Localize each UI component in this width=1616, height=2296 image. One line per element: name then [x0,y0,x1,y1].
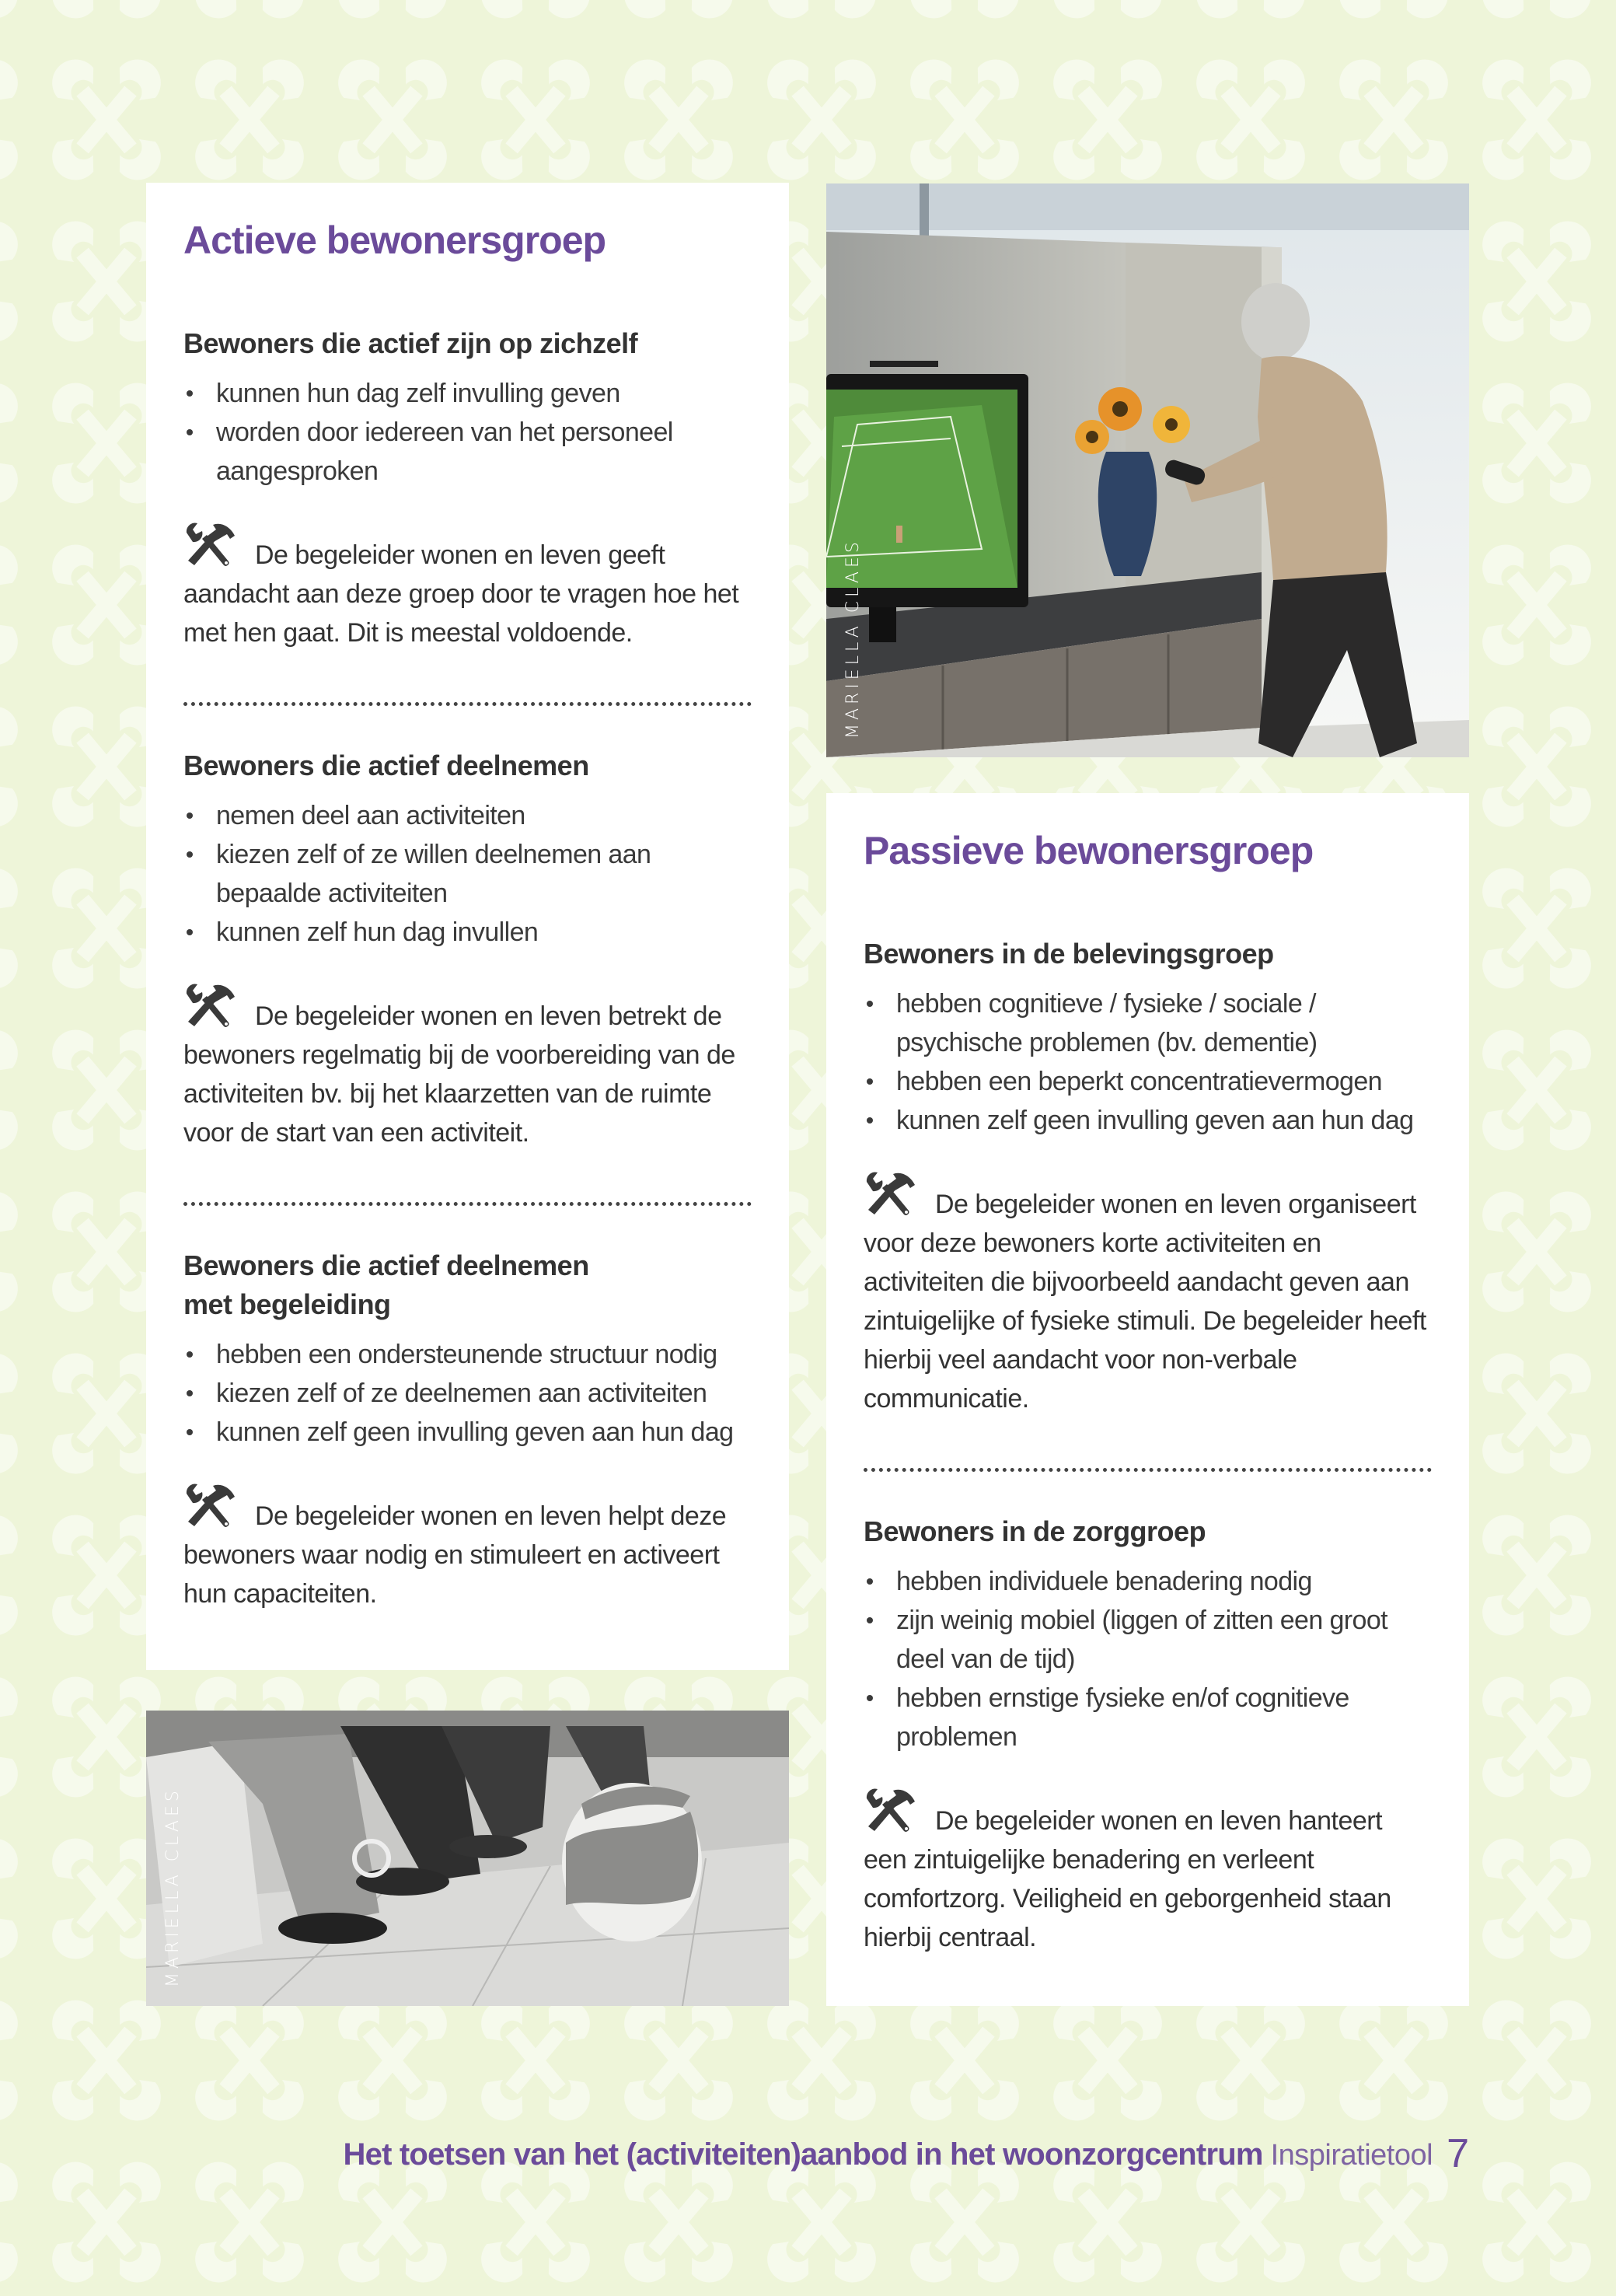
bullet-icon [187,813,193,819]
bullet-icon [867,1617,873,1623]
bullet-icon [187,929,193,935]
section-heading: Bewoners in de belevingsgroep [864,938,1274,970]
dotted-divider [183,702,752,706]
list-item: hebben individuele benadering nodig [864,1562,1432,1601]
bullet-icon [187,1390,193,1396]
bullet-icon [187,1429,193,1435]
section-active-participating [183,746,752,1152]
bullet-icon [867,1078,873,1085]
section-passive-experience [864,935,1432,1418]
list-item: kunnen zelf geen invulling geven aan hun dag [183,1413,752,1452]
hammer-wrench-icon [183,1483,238,1529]
dotted-divider [864,1468,1432,1472]
bullet-icon [867,1117,873,1124]
bullet-list [183,374,752,491]
section-active-self [183,324,752,652]
bullet-icon [867,1695,873,1701]
footer-subtitle: Inspiratietool [1270,2139,1433,2172]
footer-title: Het toetsen van het (activiteiten)aanbod in het woonzorgcentrum [343,2137,1263,2172]
passive-group-title: Passieve bewonersgroep [864,829,1314,872]
photo-credit: MARIELLA CLAES [843,538,863,739]
tip-paragraph: De begeleider wonen en leven organiseert voor deze bewoners korte activiteiten en activiteiten die bijvoorbeeld aandacht geven aan zintuigelijke of fysieke stimuli. De begeleider heeft hierbij veel aandacht voor non-verbale communicatie. [864,1171,1432,1418]
bullet-list [864,984,1432,1140]
tip-paragraph: De begeleider wonen en leven betrekt de bewoners regelmatig bij de voorbereiding van de activiteiten bv. bij het klaarzetten van de ruimte voor de start van een activiteit. [183,983,752,1152]
hammer-wrench-icon [864,1788,918,1834]
section-active-guided [183,1246,752,1613]
photo-credit: MARIELLA CLAES [163,1787,183,1987]
section-heading: Bewoners die actief zijn op zichzelf [183,327,638,359]
page-number: 7 [1447,2131,1469,2176]
section-heading: Bewoners in de zorggroep [864,1515,1206,1547]
list-item: hebben ernstige fysieke en/of cognitieve problemen [864,1679,1432,1756]
section-heading: Bewoners die actief deelnemen [183,750,589,781]
photo-video-game-image [826,183,1469,757]
list-item: hebben een ondersteunende structuur nodig [183,1335,752,1374]
bullet-icon [867,1578,873,1585]
active-group-panel [146,183,789,1670]
page-footer [344,2130,1469,2179]
photo-ball-activity [146,1711,789,2006]
list-item: kiezen zelf of ze deelnemen aan activiteiten [183,1374,752,1413]
list-item: kunnen zelf hun dag invullen [183,913,752,952]
bullet-list [183,796,752,952]
list-item: worden door iedereen van het personeel aangesproken [183,413,752,491]
tip-paragraph: De begeleider wonen en leven hanteert een zintuigelijke benadering en verleent comfortzorg. Veiligheid en geborgenheid staan hierbij centraal. [864,1788,1432,1957]
photo-video-game [826,183,1469,757]
hammer-wrench-icon [183,522,238,568]
list-item: zijn weinig mobiel (liggen of zitten een groot deel van de tijd) [864,1601,1432,1679]
photo-ball-activity-image [146,1711,789,2006]
list-item: kiezen zelf of ze willen deelnemen aan bepaalde activiteiten [183,835,752,913]
hammer-wrench-icon [864,1171,918,1218]
bullet-list [864,1562,1432,1756]
bullet-icon [187,429,193,435]
bullet-icon [187,1351,193,1358]
tip-paragraph: De begeleider wonen en leven geeft aandacht aan deze groep door te vragen hoe het met hen gaat. Dit is meestal voldoende. [183,522,752,652]
active-group-title: Actieve bewonersgroep [183,218,606,262]
list-item: hebben een beperkt concentratievermogen [864,1062,1432,1101]
bullet-icon [187,390,193,397]
list-item: kunnen hun dag zelf invulling geven [183,374,752,413]
list-item: kunnen zelf geen invulling geven aan hun dag [864,1101,1432,1140]
section-passive-care [864,1512,1432,1957]
list-item: hebben cognitieve / fysieke / sociale / psychische problemen (bv. dementie) [864,984,1432,1062]
tip-paragraph: De begeleider wonen en leven helpt deze bewoners waar nodig en stimuleert en activeert hun capaciteiten. [183,1483,752,1613]
hammer-wrench-icon [183,983,238,1029]
list-item: nemen deel aan activiteiten [183,796,752,835]
section-heading: Bewoners die actief deelnemen met begeleiding [183,1249,589,1320]
bullet-list [183,1335,752,1452]
bullet-icon [867,1001,873,1007]
bullet-icon [187,851,193,858]
dotted-divider [183,1202,752,1206]
passive-group-panel [826,793,1469,2006]
